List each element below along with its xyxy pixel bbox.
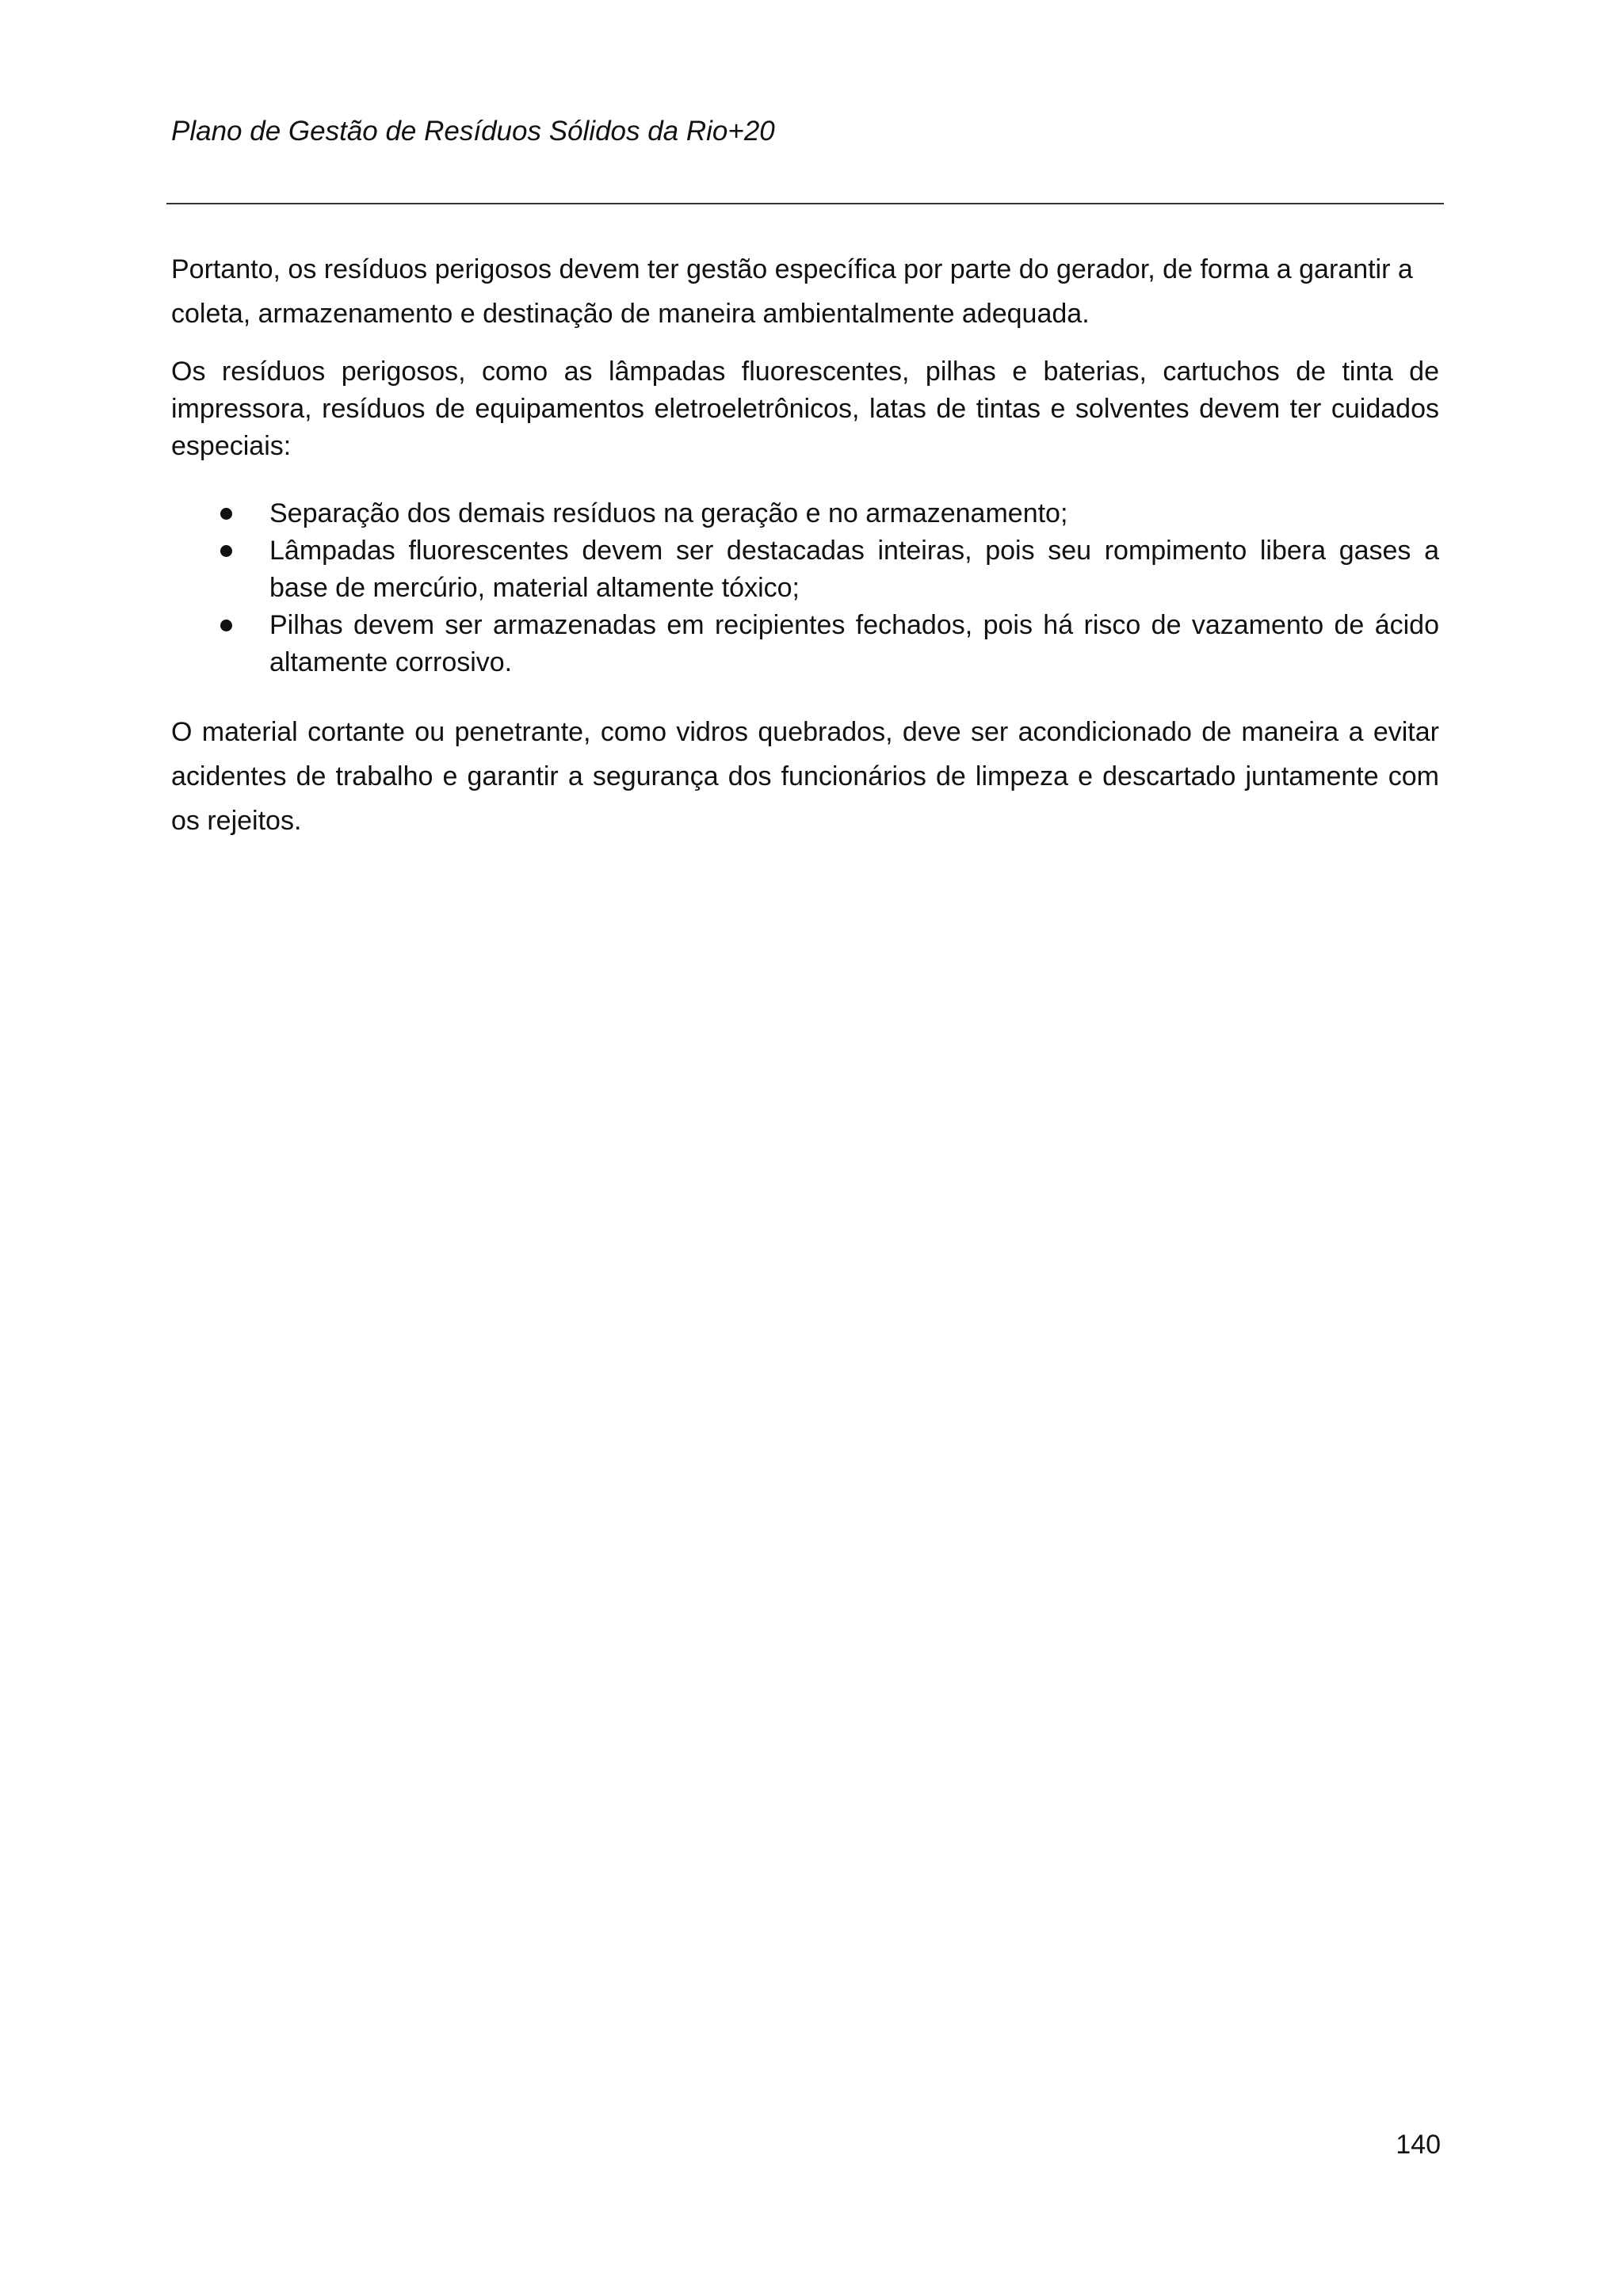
header-divider xyxy=(166,203,1444,204)
bullet-icon xyxy=(220,545,232,557)
page-body xyxy=(171,247,1439,843)
list-item-text: Separação dos demais resíduos na geração e no armazenamento; xyxy=(269,498,1068,528)
paragraph-sharp-materials: O material cortante ou penetrante, como vidros quebrados, deve ser acondicionado de maneira a evitar acidentes de trabalho e garantir a segurança dos funcionários de limpeza e descartado juntamente com os rejeitos. xyxy=(171,717,1439,836)
bullet-icon xyxy=(220,620,232,631)
running-header-title: Plano de Gestão de Resíduos Sólidos da Rio+20 xyxy=(171,116,775,147)
bullet-icon xyxy=(220,508,232,520)
page-number: 140 xyxy=(1396,2130,1441,2160)
list-item xyxy=(171,495,1439,532)
list-item xyxy=(171,607,1439,681)
paragraph-hazardous-waste-management: Portanto, os resíduos perigosos devem ter gestão específica por parte do gerador, de forma a garantir a coleta, armazenamento e destinação de maneira ambientalmente adequada. xyxy=(171,254,1413,329)
list-item-text: Lâmpadas fluorescentes devem ser destacadas inteiras, pois seu rompimento libera gases a base de mercúrio, material altamente tóxico; xyxy=(269,536,1439,603)
list-item xyxy=(171,532,1439,607)
special-care-list xyxy=(171,495,1439,681)
paragraph-hazardous-waste-examples: Os resíduos perigosos, como as lâmpadas fluorescentes, pilhas e baterias, cartuchos de tinta de impressora, resíduos de equipamentos eletroeletrônicos, latas de tintas e solventes devem ter cuidados especiais: xyxy=(171,357,1439,461)
list-item-text: Pilhas devem ser armazenadas em recipientes fechados, pois há risco de vazamento de ácido altamente corrosivo. xyxy=(269,610,1439,677)
